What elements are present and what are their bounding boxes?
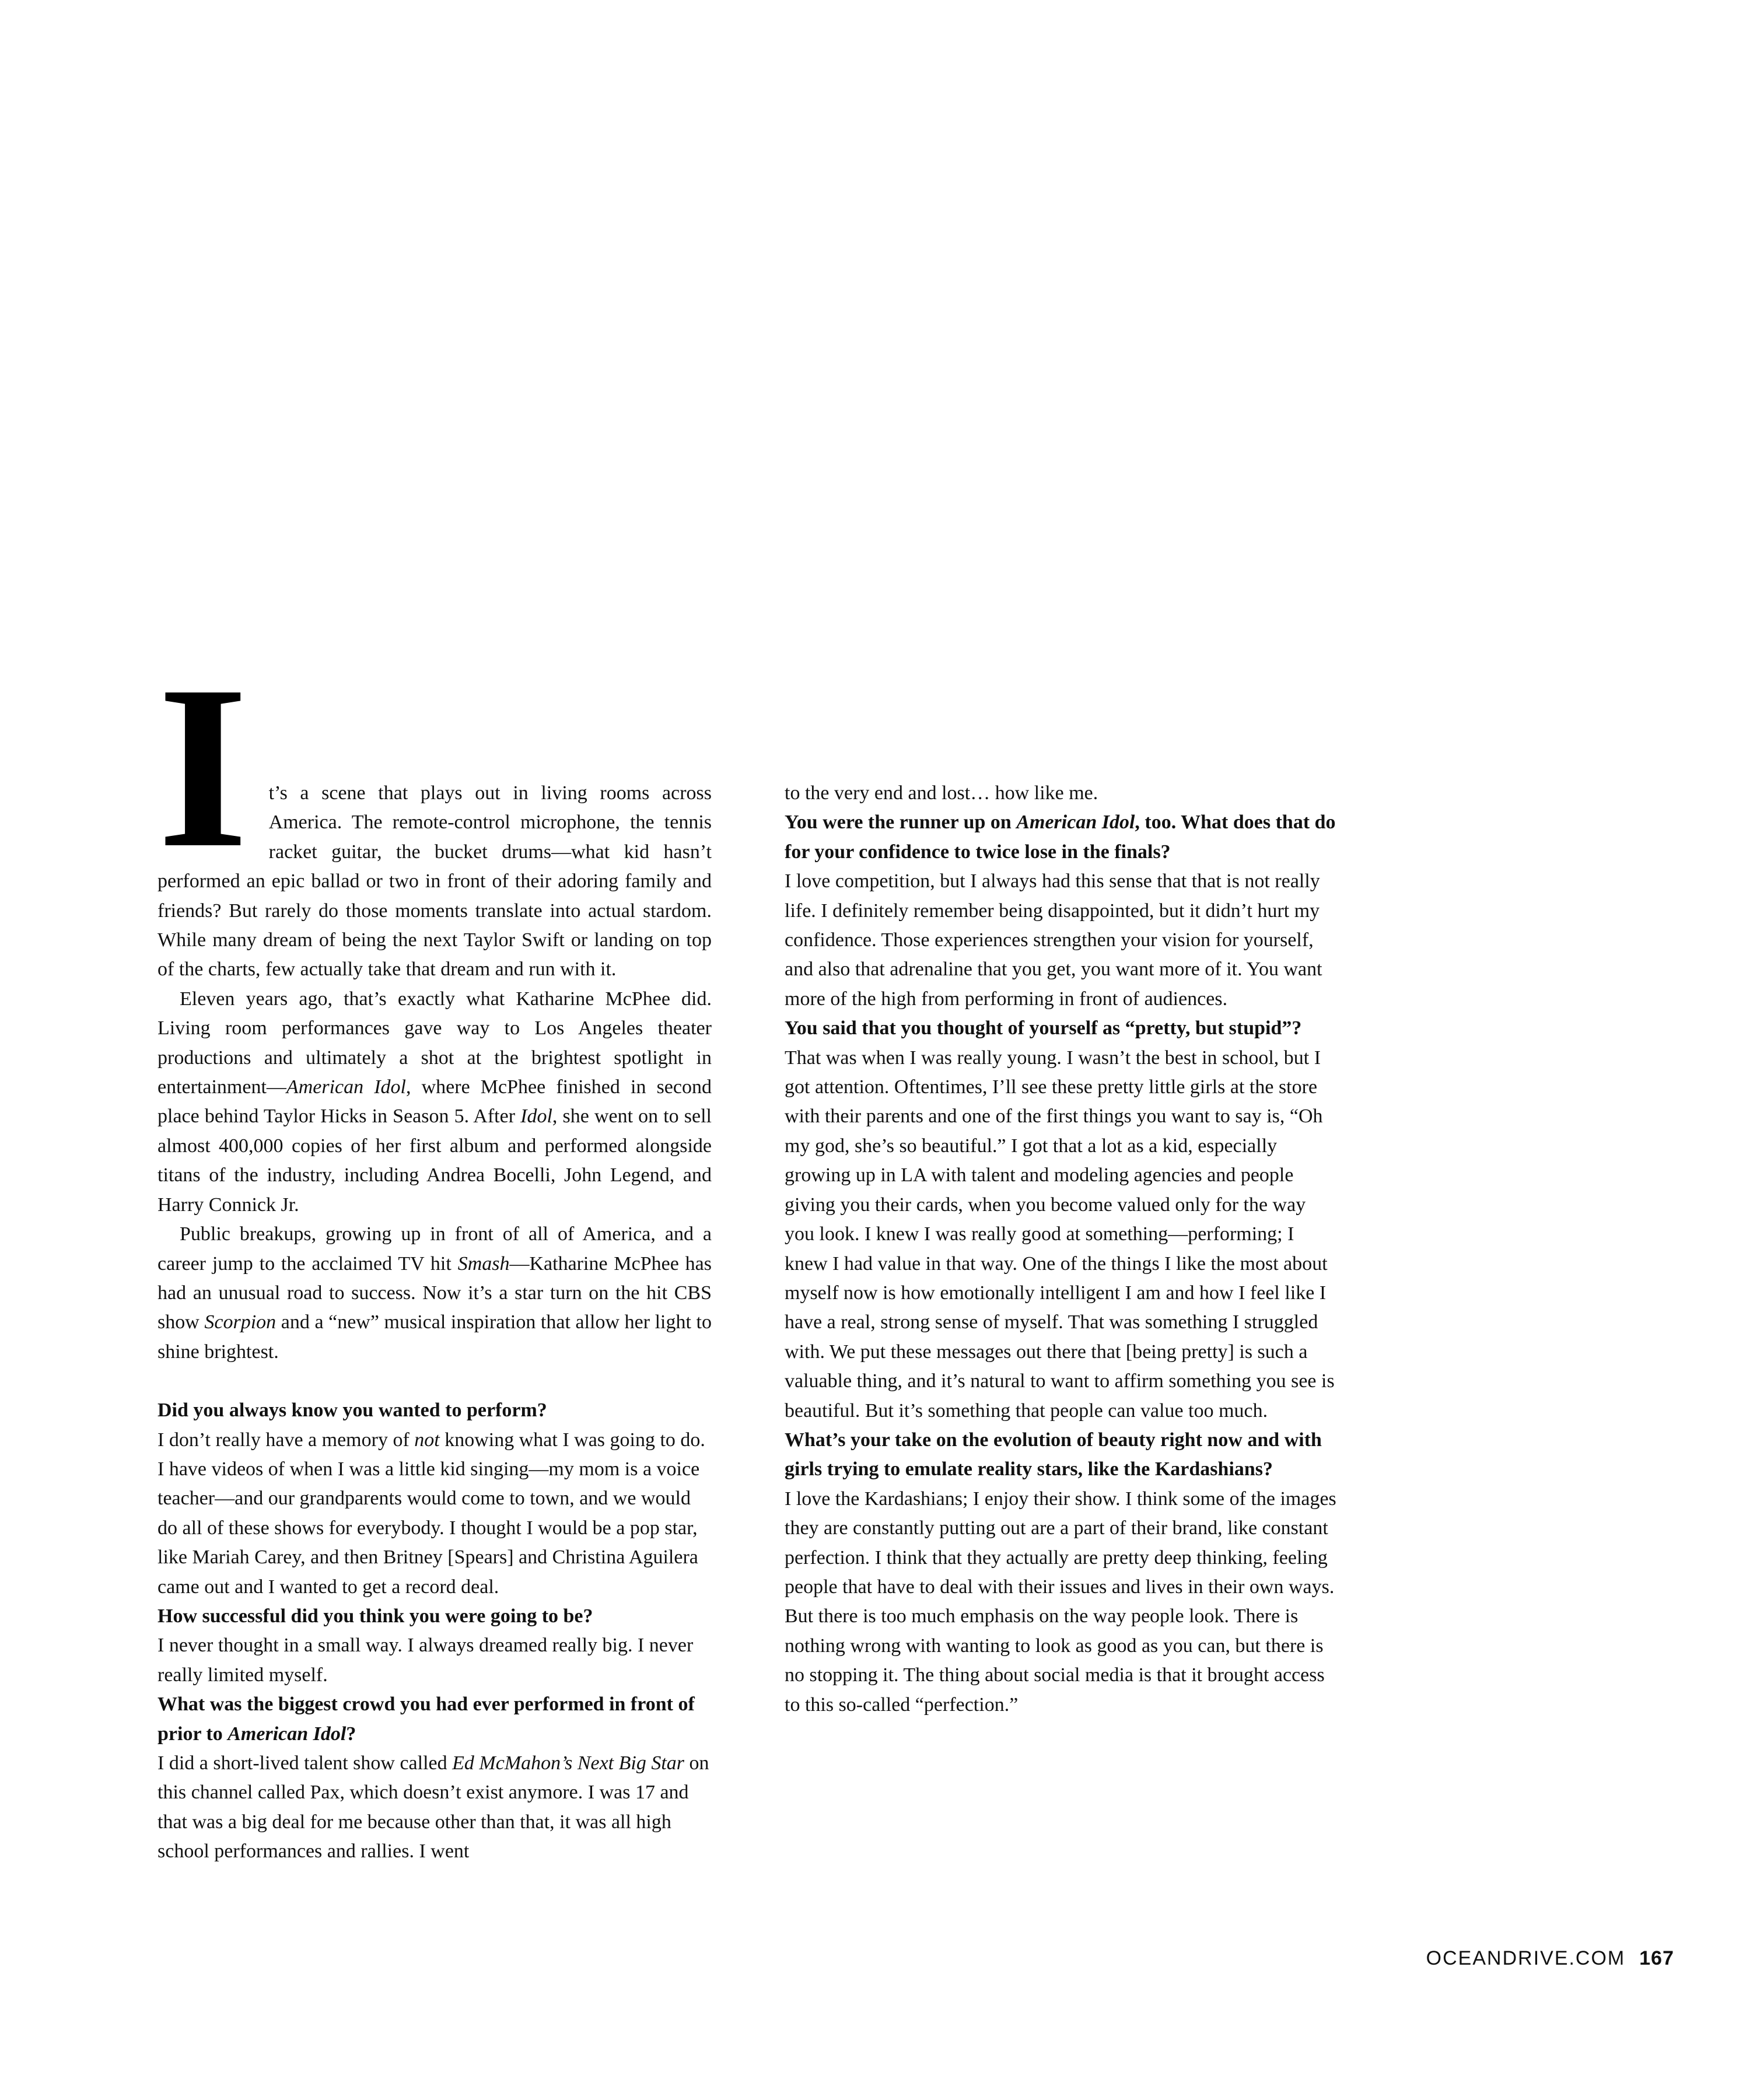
drop-cap: I (158, 638, 249, 896)
site-url[interactable]: OCEANDRIVE.COM (1426, 1947, 1626, 1969)
page-number: 167 (1639, 1947, 1674, 1969)
answer-3: I did a short-lived talent show called Ed McMahon’s Next Big Star on this channel called Pax, which doesn’t exist anymore. I was 17 and that was a big deal for me because other than that, it was all high school performances and rallies. I went (158, 1752, 709, 1863)
question-6: What’s your take on the evolution of beauty right now and with girls trying to emulate reality stars, like the Kardashians? (785, 1429, 1322, 1480)
answer-5: That was when I was really young. I wasn’t the best in school, but I got attention. Oftentimes, I’ll see these pretty little girls at the store with their parents and one of the first things you want to say is, “Oh my god, she’s so beautiful.” I got that a lot as a kid, especially growing up in LA with talent and modeling agencies and people giving you their cards, when you become valued only for the way you look. I knew I was really good at something—performing; I knew I had value in that way. One of the things I like the most about myself now is how emotionally intelligent I am and how I feel like I have a real, strong sense of myself. That was something I struggled with. We put these messages out there that [being pretty] is such a valuable thing, and it’s natural to want to affirm something you see is beautiful. But it’s something that people can value too much. (785, 1046, 1335, 1422)
answer-4: I love competition, but I always had this sense that that is not really life. I definitely remember being disappointed, but it didn’t hurt my confidence. Those experiences strengthen your vision for yourself, and also that adrenaline that you get, you want more of it. You want more of the high from performing in front of audiences. (785, 870, 1322, 1010)
page-footer (1426, 1947, 1674, 1970)
answer-3-continued: to the very end and lost… how like me. (785, 782, 1098, 804)
question-1: Did you always know you wanted to perform? (158, 1399, 547, 1422)
right-column (785, 779, 1339, 1720)
intro-paragraph-3: Public breakups, growing up in front of all of America, and a career jump to the acclaimed TV hit Smash—Katharine McPhee has had an unusual road to success. Now it’s a star turn on the hit CBS show Scorpion and a “new” musical inspiration that allow her light to shine brightest. (158, 1223, 712, 1363)
question-2: How successful did you think you were going to be? (158, 1605, 593, 1627)
answer-2: I never thought in a small way. I always dreamed really big. I never really limited myself. (158, 1634, 694, 1686)
answer-6: I love the Kardashians; I enjoy their show. I think some of the images they are constantly putting out are a part of their brand, like constant perfection. I think that they actually are pretty deep thinking, feeling people that have to deal with their issues and lives in their own ways. But there is too much emphasis on the way people look. There is nothing wrong with wanting to look as good as you can, but there is no stopping it. The thing about social media is that it brought access to this so-called “perfection.” (785, 1488, 1336, 1716)
intro-paragraph-1: I t’s a scene that plays out in living rooms across America. The remote-control microphone, the tennis racket guitar, the bucket drums—what kid hasn’t performed an epic ballad or two in front of their adoring family and friends? But rarely do those moments translate into actual stardom. While many dream of being the next Taylor Swift or landing on top of the charts, few actually take that dream and run with it. (158, 638, 712, 981)
section-gap (158, 1367, 712, 1396)
left-column (158, 638, 712, 1867)
answer-1: I don’t really have a memory of not knowing what I was going to do. I have videos of when I was a little kid singing—my mom is a voice teacher—and our grandparents would come to town, and we would do all of these shows for everybody. I thought I would be a pop star, like Mariah Carey, and then Britney [Spears] and Christina Aguilera came out and I wanted to get a record deal. (158, 1429, 705, 1598)
question-4: You were the runner up on American Idol, too. What does that do for your confidence to twice lose in the finals? (785, 811, 1336, 863)
question-3: What was the biggest crowd you had ever performed in front of prior to American Idol? (158, 1693, 695, 1745)
question-5: You said that you thought of yourself as “pretty, but stupid”? (785, 1017, 1302, 1040)
intro-paragraph-2: Eleven years ago, that’s exactly what Katharine McPhee did. Living room performances gave way to Los Angeles theater productions and ultimately a shot at the brightest spotlight in entertainment—American Idol, where McPhee finished in second place behind Taylor Hicks in Season 5. After Idol, she went on to sell almost 400,000 copies of her first album and performed alongside titans of the industry, including Andrea Bocelli, John Legend, and Harry Connick Jr. (158, 988, 712, 1216)
